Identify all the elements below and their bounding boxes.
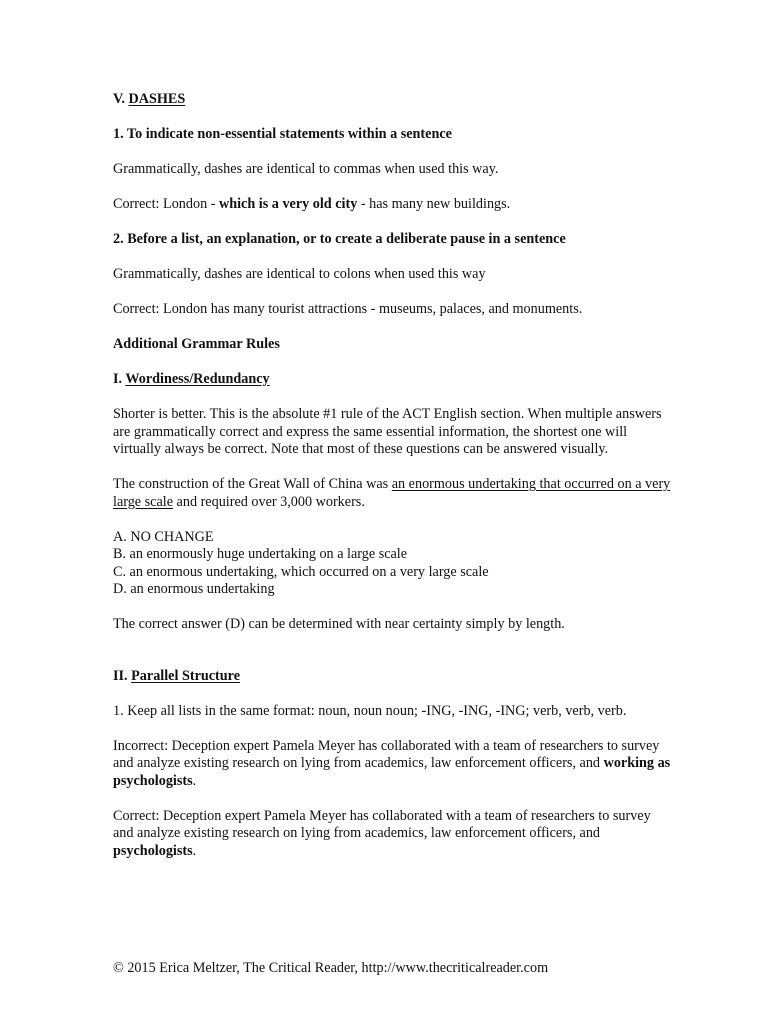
document-page: [113, 91, 673, 860]
heading-number: V.: [113, 91, 129, 107]
dashes-rule-1-explanation: Grammatically, dashes are identical to commas when used this way.: [113, 161, 499, 177]
choice-d: D. an enormous undertaking: [113, 581, 275, 597]
question-text: The construction of the Great Wall of China was: [113, 476, 392, 492]
heading-title: Parallel Structure: [131, 667, 241, 684]
wordiness-paragraph: Shorter is better. This is the absolute #1 rule of the ACT English section. When multiple answers are grammatically correct and express the same essential information, the shortest one will virtually always be correct. Note that most of these questions can be answered visually.: [113, 406, 662, 457]
answer-choices: [113, 529, 673, 599]
example-text: .: [192, 842, 197, 859]
heading-number: II.: [113, 667, 132, 684]
parallel-incorrect-example: [113, 738, 673, 791]
example-bold-text: working as psychologists: [113, 755, 671, 789]
section-heading-wordiness: [113, 371, 673, 389]
copyright-text: © 2015 Erica Meltzer, The Critical Reader, http://www.thecriticalreader.com: [113, 960, 549, 976]
dashes-rule-2: 2. Before a list, an explanation, or to create a deliberate pause in a sentence: [113, 231, 566, 247]
section-heading-parallel: [113, 668, 673, 686]
dashes-rule-2-explanation: Grammatically, dashes are identical to colons when used this way: [113, 266, 486, 282]
section-heading-dashes: [113, 91, 673, 109]
example-text: Correct: London -: [113, 196, 219, 212]
choice-a: A. NO CHANGE: [113, 528, 214, 545]
example-bold-text: which is a very old city: [218, 196, 358, 212]
dashes-rule-2-example: Correct: London has many tourist attractions - museums, palaces, and monuments.: [113, 301, 583, 317]
heading-title: DASHES: [128, 91, 186, 107]
dashes-rule-1: 1. To indicate non-essential statements within a sentence: [113, 126, 452, 142]
page-footer: [113, 960, 673, 978]
wordiness-question: [113, 476, 673, 511]
choice-c: C. an enormous undertaking, which occurred on a very large scale: [113, 563, 489, 580]
example-text: .: [192, 772, 197, 789]
heading-number: I.: [113, 371, 126, 387]
parallel-correct-example: [113, 808, 673, 861]
additional-rules-title: Additional Grammar Rules: [113, 336, 280, 352]
heading-title: Wordiness/Redundancy: [125, 371, 270, 387]
parallel-rule-1: 1. Keep all lists in the same format: noun, noun noun; -ING, -ING, -ING; verb, verb, verb.: [113, 702, 627, 719]
example-bold-text: psychologists: [113, 842, 193, 859]
dashes-rule-1-example: [113, 196, 673, 214]
example-text: Correct: Deception expert Pamela Meyer has collaborated with a team of researchers to survey and analyze existing research on lying from academics, law enforcement officers, and: [113, 807, 651, 841]
question-text: and required over 3,000 workers.: [173, 493, 365, 510]
example-text: Incorrect: Deception expert Pamela Meyer has collaborated with a team of researchers to survey and analyze existing research on lying from academics, law enforcement officers, and: [113, 737, 660, 771]
example-text: - has many new buildings.: [357, 196, 511, 212]
choice-b: B. an enormously huge undertaking on a large scale: [113, 546, 408, 562]
question-underlined-text: an enormous undertaking that occurred on a very large scale: [113, 476, 671, 510]
answer-note: The correct answer (D) can be determined with near certainty simply by length.: [113, 616, 565, 632]
